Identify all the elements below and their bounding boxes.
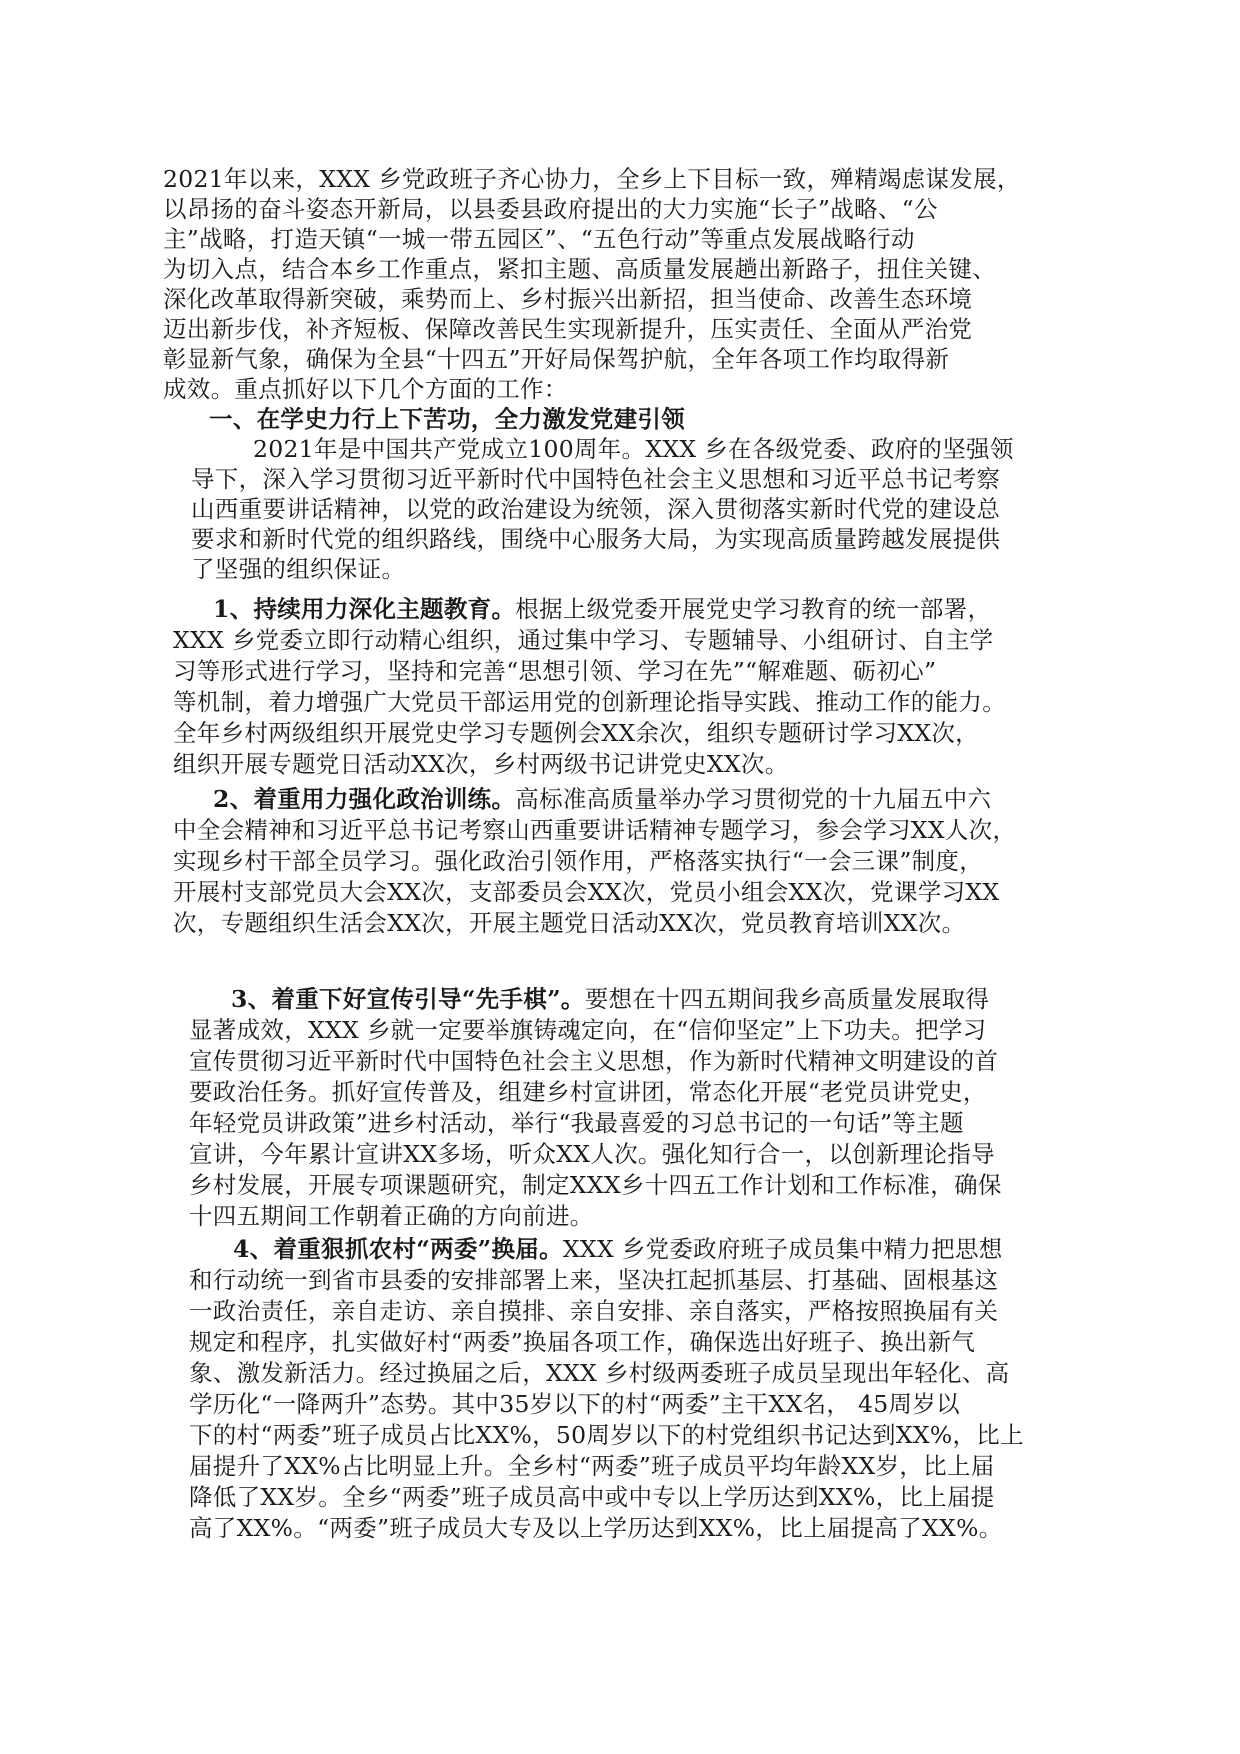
item-3-line-6: 宣讲，今年累计宣讲XX多场，听众XX人次。强化知行合一，以创新理论指导 [189,1140,995,1168]
item-1-line-2: XXX 乡党委立即行动精心组织，通过集中学习、专题辅导、小组研讨、自主学 [173,626,994,654]
item-4-line-3: 一政治责任，亲自走访、亲自摸排、亲自安排、亲自落实，严格按照换届有关 [189,1297,999,1325]
item-1-first-line [213,594,991,624]
item-4-title: 4、着重狠抓农村“两委”换届。 [233,1235,563,1263]
item-2-title: 2、着重用力强化政治训练。 [213,785,516,813]
section-1-line-1: 2021年是中国共产党成立100周年。XXX 乡在各级党委、政府的坚强领 [253,435,1014,463]
section-1-line-2: 导下，深入学习贯彻习近平新时代中国特色社会主义思想和习近平总书记考察 [191,465,1001,493]
intro-line-5: 深化改革取得新突破，乘势而上、乡村振兴出新招，担当使命、改善生态环境 [163,285,973,313]
item-2-first-line [213,784,991,814]
intro-line-3: 主”战略，打造天镇“一城一带五园区”、“五色行动”等重点发展战略行动 [163,225,915,253]
item-3-line-8: 十四五期间工作朝着正确的方向前进。 [189,1202,594,1230]
section-1-heading: 一、在学史力行上下苦功，全力激发党建引领 [209,405,685,433]
intro-line-7: 彰显新气象，确保为全县“十四五”开好局保驾护航，全年各项工作均取得新 [163,345,950,373]
intro-line-2: 以昂扬的奋斗姿态开新局，以县委县政府提出的大力实施“长子”战略、“公 [163,195,938,223]
item-3-line-5: 年轻党员讲政策”进乡村活动，举行“我最喜爱的习总书记的一句话”等主题 [189,1109,964,1137]
item-3-line-4: 要政治任务。抓好宣传普及，组建乡村宣讲团，常态化开展“老党员讲党史， [189,1078,987,1106]
item-1-line-4: 等机制，着力增强广大党员干部运用党的创新理论指导实践、推动工作的能力。 [173,688,1006,716]
item-2-line-2: 中全会精神和习近平总书记考察山西重要讲话精神专题学习，参会学习XX人次， [173,816,1017,844]
item-2-line-4: 开展村支部党员大会XX次，支部委员会XX次，党员小组会XX次，党课学习XX [173,878,1000,906]
item-2-line-5: 次，专题组织生活会XX次，开展主题党日活动XX次，党员教育培训XX次。 [173,909,966,937]
item-4-first-line [233,1234,1003,1264]
item-1-line-3: 习等形式进行学习，坚持和完善“思想引领、学习在先”“解难题、砺初心” [173,657,937,685]
item-4-line-9: 降低了XX岁。全乡“两委”班子成员高中或中专以上学历达到XX%，比上届提 [189,1483,995,1511]
item-1-line-5: 全年乡村两级组织开展党史学习专题例会XX余次，组织专题研讨学习XX次， [173,719,979,747]
item-3-title: 3、着重下好宣传引导“先手棋”。 [231,985,585,1013]
item-3-first-rest: 要想在十四五期间我乡高质量发展取得 [584,985,990,1013]
item-2-first-rest: 高标准高质量举办学习贯彻党的十九届五中六 [515,785,992,813]
section-1-line-4: 要求和新时代党的组织路线，围绕中心服务大局，为实现高质量跨越发展提供 [191,525,1001,553]
item-2-line-3: 实现乡村干部全员学习。强化政治引领作用，严格落实执行“一会三课”制度， [173,847,984,875]
item-4-line-8: 届提升了XX%占比明显上升。全乡村“两委”班子成员平均年龄XX岁，比上届 [189,1452,995,1480]
item-4-first-rest: XXX 乡党委政府班子成员集中精力把思想 [562,1235,1003,1263]
item-1-first-rest: 根据上级党委开展党史学习教育的统一部署， [515,595,992,623]
section-1-line-5: 了坚强的组织保证。 [191,555,406,583]
item-4-line-7: 下的村“两委”班子成员占比XX%，50周岁以下的村党组织书记达到XX%，比上 [189,1421,1024,1449]
item-3-line-3: 宣传贯彻习近平新时代中国特色社会主义思想，作为新时代精神文明建设的首 [189,1047,999,1075]
item-3-line-2: 显著成效，XXX 乡就一定要举旗铸魂定向，在“信仰坚定”上下功夫。把学习 [189,1016,987,1044]
item-1-line-6: 组织开展专题党日活动XX次，乡村两级书记讲党史XX次。 [173,750,789,778]
item-4-line-6: 学历化“一降两升”态势。其中35岁以下的村“两委”主干XX名， 45周岁以 [189,1390,960,1418]
item-3-line-7: 乡村发展，开展专项课题研究，制定XXX乡十四五工作计划和工作标准，确保 [189,1171,1002,1199]
item-4-line-5: 象、激发新活力。经过换届之后，XXX 乡村级两委班子成员呈现出年轻化、高 [189,1359,1010,1387]
section-1-line-3: 山西重要讲话精神，以党的政治建设为统领，深入贯彻落实新时代党的建设总 [191,495,1001,523]
item-4-line-2: 和行动统一到省市县委的安排部署上来，坚决扛起抓基层、打基础、固根基这 [189,1266,999,1294]
intro-line-4: 为切入点，结合本乡工作重点，紧扣主题、高质量发展趟出新路子，扭住关键、 [163,255,996,283]
intro-line-1: 2021年以来，XXX 乡党政班子齐心协力，全乡上下目标一致，殚精竭虑谋发展， [163,165,1021,193]
item-1-title: 1、持续用力深化主题教育。 [213,595,516,623]
intro-line-6: 迈出新步伐，补齐短板、保障改善民生实现新提升，压实责任、全面从严治党 [163,315,973,343]
item-4-line-10: 高了XX%。“两委”班子成员大专及以上学历达到XX%，比上届提高了XX%。 [189,1514,1003,1542]
item-3-first-line [231,984,989,1014]
intro-line-8: 成效。重点抓好以下几个方面的工作： [163,375,568,403]
item-4-line-4: 规定和程序，扎实做好村“两委”换届各项工作，确保选出好班子、换出新气 [189,1328,976,1356]
